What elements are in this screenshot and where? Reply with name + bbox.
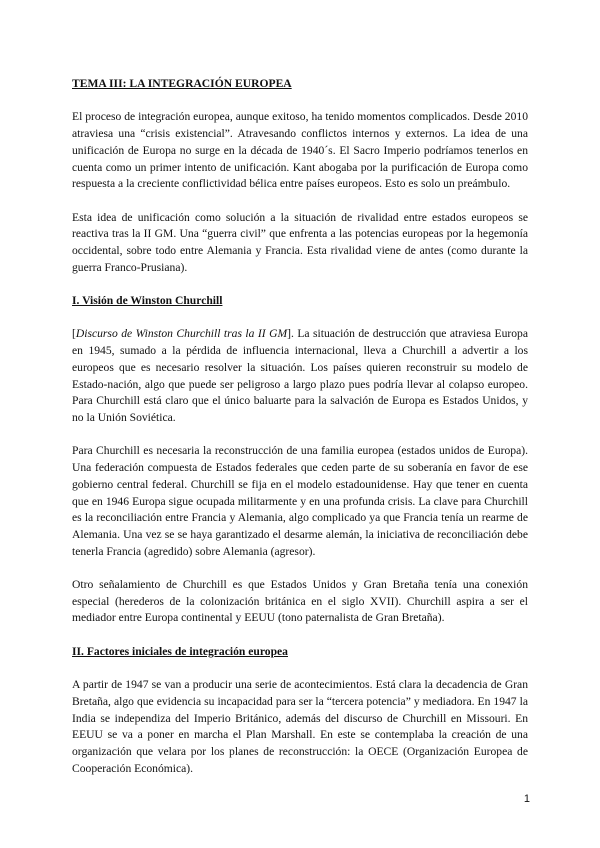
paragraph-rivalry: Esta idea de unificación como solución a la situación de rivalidad entre estados europeos se reactiva tras la II GM. Una “guerra civil” que enfrenta a las potencias europeas por la hegemonía occidental, sobre todo entre Alemania y Francia. Esta rivalidad viene de antes (como durante la guerra Franco-Prusiana). [72, 210, 528, 274]
document-title: TEMA III: LA INTEGRACIÓN EUROPEA [72, 77, 292, 90]
paragraph-churchill-speech [72, 326, 528, 426]
document-body [72, 64, 528, 777]
section-heading-factors: II. Factores iniciales de integración europea [72, 644, 288, 658]
paragraph-churchill-speech-text: ]. La situación de destrucción que atraviesa Europa en 1945, sumado a la pérdida de influencia internacional, lleva a Churchill a advertir a los europeos que es necesario resolver la situación. Los países quieren reconstruir su modelo de Estado-nación, algo que puede ser peligroso a largo plazo pues podría llevar al colapso europeo. Para Churchill está claro que el único baluarte para la salvación de Europa es Estados Unidos, y no la Unión Soviética. [72, 327, 528, 424]
paragraph-special-relationship: Otro señalamiento de Churchill es que Estados Unidos y Gran Bretaña tenía una conexión especial (herederos de la colonización británica en el siglo XVII). Churchill aspira a ser el mediador entre Europa continental y EEUU (tono paternalista de Gran Bretaña). [72, 578, 528, 625]
paragraph-1947-events: A partir de 1947 se van a producir una serie de acontecimientos. Está clara la decadencia de Gran Bretaña, algo que evidencia su incapacidad para ser la “tercera potencia” y mediadora. En 1947 la India se independiza del Imperio Británico, además del discurso de Churchill en Missouri. En EEUU se va a poner en marcha el Plan Marshall. En este se contemplaba la creación de una organización que velara por los planes de reconstrucción: la OECE (Organización Europea de Cooperación Económica). [72, 678, 528, 775]
paragraph-european-family: Para Churchill es necesaria la reconstrucción de una familia europea (estados unidos de Europa). Una federación compuesta de Estados federales que ceden parte de su soberanía en favor de ese gobierno central federal. Churchill se fija en el modelo estadounidense. Hay que tener en cuenta que en 1946 Europa sigue ocupada militarmente y en una profunda crisis. La clave para Churchill es la reconciliación entre Francia y Alemania, algo complicado ya que Francia tenía un rearme de Alemania. Una vez se se haya garantizado el desarme alemán, la iniciativa de reconciliación debe tenerla Francia (agredido) sobre Alemania (agresor). [72, 444, 528, 558]
section-heading-churchill: I. Visión de Winston Churchill [72, 294, 223, 308]
bracket-open: [ [72, 327, 76, 341]
speech-citation: Discurso de Winston Churchill tras la II GM [75, 327, 288, 341]
page-number: 1 [523, 793, 530, 805]
paragraph-intro: El proceso de integración europea, aunque exitoso, ha tenido momentos complicados. Desde 2010 atraviesa una “crisis existencial”. Atravesando conflictos internos y externos. La idea de una unificación de Europa no surge en la década de 1940´s. El Sacro Imperio podríamos tenerlos en cuenta como un primer intento de unificación. Kant abogaba por la purificación de Europa como respuesta a la creciente conflictividad bélica entre países europeos. Esto es solo un preámbulo. [72, 110, 528, 191]
